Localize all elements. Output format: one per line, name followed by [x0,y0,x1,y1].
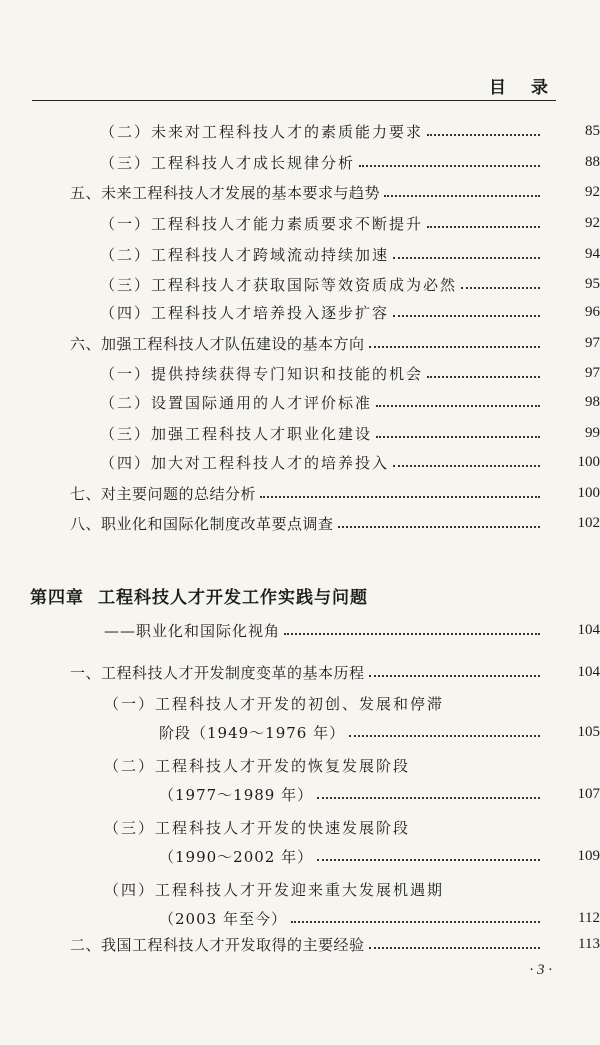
dot-leader [369,675,540,677]
footer-page-number: · 3 · [529,962,552,978]
toc-entry[interactable] [0,176,600,208]
toc-entry-page: 88 [585,153,600,170]
toc-entry-label: 六、加强工程科技人才队伍建设的基本方向 [70,334,365,353]
dot-leader [384,195,540,197]
dot-leader [317,859,540,861]
toc-entry-page: 92 [585,183,600,200]
toc-entry-line[interactable]: （一）工程科技人才开发的初创、发展和停滞 [104,695,445,713]
dot-leader [376,405,540,407]
toc-entry[interactable] [0,477,600,509]
toc-entry[interactable] [0,146,600,178]
toc-entry-label: （1977～1989 年） [159,785,314,804]
dot-leader [427,376,540,378]
toc-entry-label: （四）工程科技人才培养投入逐步扩容 [100,303,390,322]
toc-entry-page: 104 [577,663,600,680]
dot-leader [461,287,540,289]
dot-leader [393,465,540,467]
toc-entry-page: 85 [585,122,600,139]
dot-leader [393,257,540,259]
dot-leader [260,496,540,498]
dot-leader [291,921,540,923]
dot-leader [317,797,540,799]
toc-entry-label: 七、对主要问题的总结分析 [70,484,257,503]
toc-entry-label: 五、未来工程科技人才发展的基本要求与趋势 [70,183,381,202]
toc-entry-label: （1990～2002 年） [159,847,314,866]
toc-entry-label: （二）未来对工程科技人才的素质能力要求 [100,122,424,141]
toc-entry[interactable] [0,507,600,539]
toc-entry-page: 96 [585,303,600,320]
toc-entry[interactable] [0,840,600,872]
toc-entry[interactable] [0,357,600,389]
chapter-number: 第四章 [30,588,84,608]
chapter-subtitle: ——职业化和国际化视角 [104,621,281,640]
dot-leader [427,134,540,136]
toc-entry-page: 99 [585,424,600,441]
toc-entry-page: 100 [577,453,600,470]
toc-entry-label: （四）加大对工程科技人才的培养投入 [100,453,390,472]
dot-leader [376,436,540,438]
toc-entry-page: 98 [585,393,600,410]
toc-entry[interactable] [0,656,600,688]
dot-leader [338,526,540,528]
dot-leader [359,165,540,167]
toc-entry[interactable] [0,716,600,748]
dot-leader [369,346,540,348]
toc-entry-page: 92 [585,214,600,231]
toc-entry[interactable] [0,327,600,359]
toc-entry-label: 阶段（1949～1976 年） [159,723,346,742]
toc-entry-page: 102 [577,514,600,531]
toc-entry-label: （一）提供持续获得专门知识和技能的机会 [100,364,424,383]
toc-entry-page: 112 [578,909,600,926]
toc-entry[interactable] [0,778,600,810]
toc-entry[interactable] [0,386,600,418]
dot-leader [349,735,540,737]
toc-entry-page: 94 [585,245,600,262]
toc-entry-page: 113 [578,935,600,952]
toc-entry[interactable] [0,417,600,449]
chapter-heading[interactable] [30,583,368,608]
toc-entry[interactable] [0,115,600,147]
toc-entry-label: （2003 年至今） [159,909,287,928]
toc-entry-line[interactable]: （二）工程科技人才开发的恢复发展阶段 [104,757,411,775]
toc-entry[interactable] [0,446,600,478]
toc-entry[interactable] [0,296,600,328]
toc-entry-label: （二）工程科技人才跨域流动持续加速 [100,245,390,264]
toc-entry-page: 97 [585,334,600,351]
dot-leader [393,315,540,317]
dot-leader [427,226,540,228]
toc-entry-page: 95 [585,275,600,292]
header-title: 目 录 [489,78,552,98]
toc-entry-label: （三）加强工程科技人才职业化建设 [100,424,373,443]
toc-entry-label: 一、工程科技人才开发制度变革的基本历程 [70,663,365,682]
toc-entry-label: （三）工程科技人才获取国际等效资质成为必然 [100,275,458,294]
toc-entry-label: （二）设置国际通用的人才评价标准 [100,393,373,412]
chapter-title: 工程科技人才开发工作实践与问题 [98,588,368,608]
toc-entry[interactable] [0,928,600,960]
toc-entry-label: （三）工程科技人才成长规律分析 [100,153,356,172]
toc-entry-page: 104 [577,621,600,638]
toc-entry-label: （一）工程科技人才能力素质要求不断提升 [100,214,424,233]
dot-leader [284,633,540,635]
toc-entry-label: 八、职业化和国际化制度改革要点调查 [70,514,334,533]
toc-entry-line[interactable]: （三）工程科技人才开发的快速发展阶段 [104,819,411,837]
toc-entry-page: 107 [577,785,600,802]
toc-entry-line[interactable]: （四）工程科技人才开发迎来重大发展机遇期 [104,881,445,899]
toc-entry-chapter-subtitle[interactable] [0,614,600,646]
toc-entry-page: 100 [577,484,600,501]
header-rule [32,100,556,101]
toc-entry-label: 二、我国工程科技人才开发取得的主要经验 [70,935,365,954]
dot-leader [369,947,540,949]
toc-entry-page: 97 [585,364,600,381]
toc-entry[interactable] [0,238,600,270]
toc-entry-page: 105 [577,723,600,740]
toc-entry[interactable] [0,207,600,239]
toc-entry-page: 109 [577,847,600,864]
